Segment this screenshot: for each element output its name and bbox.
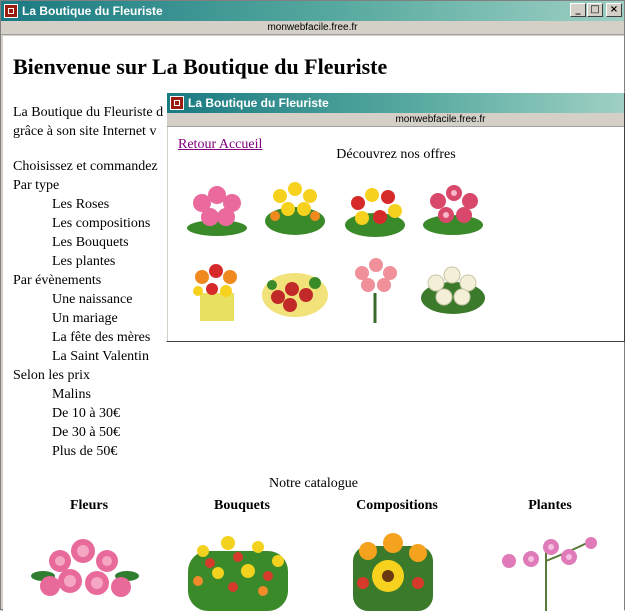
offer-thumb-5[interactable] bbox=[182, 253, 252, 323]
offer-thumb-7[interactable] bbox=[340, 253, 410, 323]
back-home-link[interactable]: Retour Accueil bbox=[178, 137, 263, 152]
offer-thumb-2[interactable] bbox=[260, 171, 330, 241]
catalog-head-compositions: Compositions bbox=[356, 498, 438, 513]
popup-url-bar: monwebfacile.free.fr bbox=[167, 113, 624, 127]
offer-thumb-8[interactable] bbox=[418, 253, 488, 323]
offer-thumb-4[interactable] bbox=[418, 173, 488, 243]
page-title: Bienvenue sur La Boutique du Fleuriste bbox=[13, 54, 388, 79]
event-item-naissance[interactable]: Une naissance bbox=[52, 292, 133, 307]
app-icon[interactable] bbox=[170, 96, 184, 110]
popup-window-title: La Boutique du Fleuriste bbox=[188, 96, 329, 110]
type-item-plantes[interactable]: Les plantes bbox=[52, 254, 116, 269]
maximize-icon[interactable]: □ bbox=[587, 3, 603, 17]
by-type-label: Par type bbox=[13, 178, 60, 193]
minimize-icon[interactable]: _ bbox=[570, 3, 586, 17]
catalog-image-fleurs[interactable] bbox=[25, 521, 145, 611]
catalog-head-fleurs: Fleurs bbox=[69, 498, 109, 513]
type-item-roses[interactable]: Les Roses bbox=[52, 197, 110, 212]
choose-text: Choisissez et commandez bbox=[13, 159, 158, 174]
price-item-malins[interactable]: Malins bbox=[52, 387, 91, 402]
main-url-bar: monwebfacile.free.fr bbox=[1, 21, 624, 35]
event-item-fete-meres[interactable]: La fête des mères bbox=[52, 330, 151, 345]
catalog-head-plantes: Plantes bbox=[528, 498, 572, 513]
catalog-image-compositions[interactable] bbox=[333, 521, 453, 611]
type-item-bouquets[interactable]: Les Bouquets bbox=[52, 235, 129, 250]
offers-title: Découvrez nos offres bbox=[336, 147, 456, 162]
catalog-title: Notre catalogue bbox=[268, 476, 358, 491]
type-item-compositions[interactable]: Les compositions bbox=[52, 216, 151, 231]
event-item-saint-valentin[interactable]: La Saint Valentin bbox=[52, 349, 149, 364]
main-window-title: La Boutique du Fleuriste bbox=[22, 4, 163, 18]
offer-thumb-1[interactable] bbox=[182, 173, 252, 243]
by-event-label: Par évènements bbox=[13, 273, 102, 288]
offer-thumb-3[interactable] bbox=[340, 173, 410, 243]
intro-line-2: grâce à son site Internet v bbox=[13, 124, 157, 139]
popup-window bbox=[166, 92, 625, 342]
catalog-image-bouquets[interactable] bbox=[178, 521, 298, 611]
price-item-10-30[interactable]: De 10 à 30€ bbox=[52, 406, 121, 421]
catalog-image-plantes[interactable] bbox=[491, 521, 611, 611]
close-icon[interactable]: × bbox=[606, 3, 622, 17]
event-item-mariage[interactable]: Un mariage bbox=[52, 311, 118, 326]
popup-titlebar[interactable] bbox=[167, 93, 624, 113]
main-titlebar[interactable] bbox=[1, 1, 624, 21]
catalog-head-bouquets: Bouquets bbox=[213, 498, 271, 513]
popup-content[interactable] bbox=[168, 127, 624, 341]
app-icon[interactable] bbox=[4, 4, 18, 18]
price-item-30-50[interactable]: De 30 à 50€ bbox=[52, 425, 121, 440]
intro-line-1: La Boutique du Fleuriste d bbox=[13, 105, 164, 120]
price-item-50-plus[interactable]: Plus de 50€ bbox=[52, 444, 118, 459]
offer-thumb-6[interactable] bbox=[260, 255, 330, 325]
by-price-label: Selon les prix bbox=[13, 368, 90, 383]
